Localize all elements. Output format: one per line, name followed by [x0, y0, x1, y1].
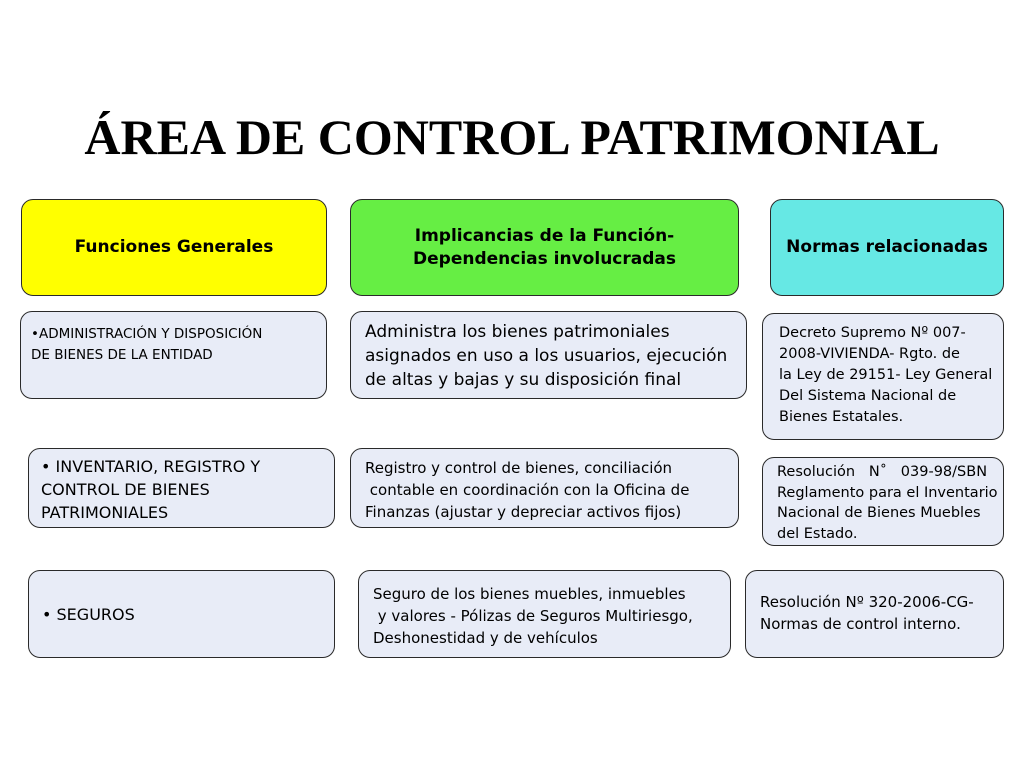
- cell-line: contable en coordinación con la Oficina de: [365, 481, 690, 499]
- cell-line: CONTROL DE BIENES: [41, 480, 210, 499]
- cell-line: Bienes Estatales.: [779, 409, 904, 425]
- header-label: Normas relacionadas: [786, 237, 988, 257]
- implicancia-cell-row1: [350, 311, 747, 399]
- cell-line: Finanzas (ajustar y depreciar activos fijos): [365, 503, 682, 521]
- cell-line: • SEGUROS: [42, 604, 135, 624]
- norma-cell-row3: [745, 570, 1004, 658]
- cell-line: Deshonestidad y de vehículos: [373, 629, 598, 647]
- norma-cell-row2: [762, 457, 1004, 546]
- cell-line: y valores - Pólizas de Seguros Multiriesgo,: [373, 607, 693, 625]
- cell-line: asignados en uso a los usuarios, ejecución: [365, 346, 728, 366]
- cell-line: la Ley de 29151- Ley General: [779, 367, 993, 383]
- cell-line: DE BIENES DE LA ENTIDAD: [31, 347, 213, 363]
- page-title: ÁREA DE CONTROL PATRIMONIAL: [84, 109, 940, 165]
- cell-line: •ADMINISTRACIÓN Y DISPOSICIÓN: [31, 326, 263, 342]
- cell-line: 2008-VIVIENDA- Rgto. de: [779, 346, 960, 362]
- header-label: Funciones Generales: [74, 237, 274, 257]
- cell-line: Resolución Nº 320-2006-CG-: [760, 593, 974, 611]
- cell-line: de altas y bajas y su disposición final: [365, 370, 682, 390]
- cell-line: Nacional de Bienes Muebles: [777, 505, 981, 521]
- header-implicancias: [350, 199, 739, 296]
- header-normas-relacionadas: [770, 199, 1004, 296]
- funcion-cell-row2: [28, 448, 335, 528]
- cell-line: Del Sistema Nacional de: [779, 388, 957, 404]
- header-funciones-generales: [21, 199, 327, 296]
- cell-line: Registro y control de bienes, conciliación: [365, 459, 673, 477]
- funcion-cell-row3: [28, 570, 335, 658]
- header-label: Implicancias de la Función- Dependencias involucradas: [413, 225, 676, 269]
- implicancia-cell-row2: [350, 448, 739, 528]
- implicancia-cell-row3: [358, 570, 731, 658]
- cell-line: Reglamento para el Inventario: [777, 484, 998, 501]
- cell-line: Resolución N˚ 039-98/SBN: [777, 464, 988, 480]
- cell-line: Seguro de los bienes muebles, inmuebles: [373, 585, 686, 603]
- cell-line: Decreto Supremo Nº 007-: [779, 325, 966, 341]
- funcion-cell-row1: [20, 311, 327, 399]
- cell-line: del Estado.: [777, 525, 858, 542]
- cell-line: • INVENTARIO, REGISTRO Y: [41, 457, 261, 476]
- norma-cell-row1: [762, 313, 1004, 440]
- cell-line: Normas de control interno.: [760, 615, 961, 633]
- cell-line: PATRIMONIALES: [41, 503, 169, 522]
- cell-line: Administra los bienes patrimoniales: [365, 322, 670, 342]
